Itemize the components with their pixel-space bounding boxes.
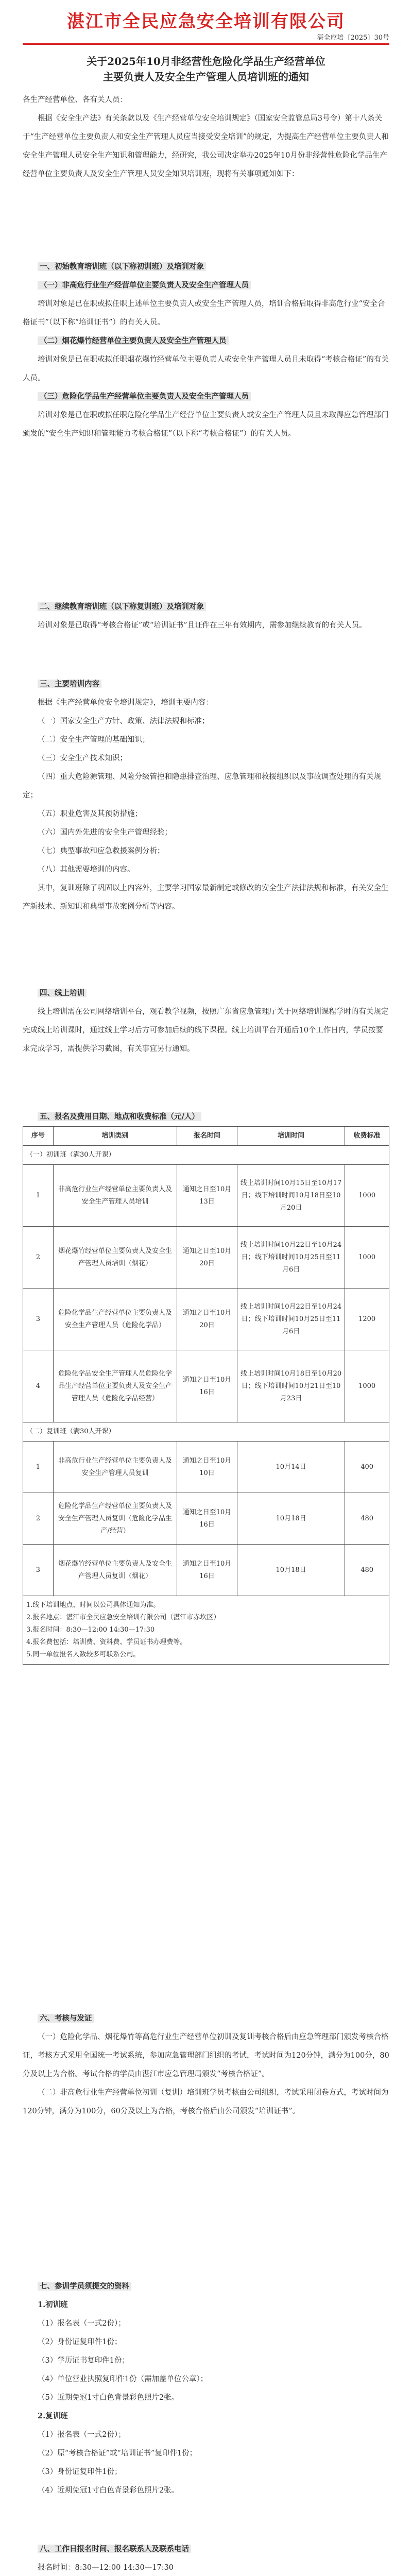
cell-train: 10月14日: [237, 1442, 345, 1493]
section-text: 线上培训需在公司网络培训平台，观看教学视频，按照广东省应急管理厅关于网络培训课程学时的有关规定完成线上培训课时，通过线上学习后方可参加后续的线下课程。线上培训平台开通后10个工作日内，学员按要求完成学习，需提供学习截图，有关事宜另行通知。: [23, 1008, 389, 1053]
header-rule: [23, 43, 389, 45]
contact-line: 报名时间：8:30—12:00 14:30—17:30: [38, 2564, 174, 2572]
cell-reg: 通知之日至10月10日: [177, 1442, 237, 1493]
column-header: 培训类别: [53, 1127, 177, 1146]
section-heading: 四、线上培训: [23, 984, 389, 1003]
cell-reg: 通知之日至10月16日: [177, 1350, 237, 1422]
cell-type: 危险化学品安全生产管理人员危险化学品生产经营单位主要负责人及安全生产管理人员（危险化学品经营）: [53, 1350, 177, 1422]
cell-no: 1: [23, 1442, 54, 1493]
schedule-table: [23, 1126, 389, 1665]
cell-no: 3: [23, 1289, 54, 1350]
table-row: [23, 1545, 389, 1596]
cell-train: 10月18日: [237, 1545, 345, 1596]
cell-no: 3: [23, 1545, 54, 1596]
column-header: 报名时间: [177, 1127, 237, 1146]
list-item: （一）国家安全生产方针、政策、法律法规和标准；: [38, 717, 210, 725]
subsection-text: 培训对象是已在职或拟任职危险化学品生产经营单位主要负责人或安全生产管理人员且未取得应急管理部门颁发的“安全生产知识和管理能力考核合格证”（以下称“考核合格证”）的有关人员。: [23, 411, 389, 438]
note-line: 5.同一单位报名人数较多可联系公司。: [26, 1651, 140, 1658]
table-row: [23, 1227, 389, 1289]
cell-no: 1: [23, 1165, 54, 1227]
section-heading: 三、主要培训内容: [23, 675, 389, 693]
list-item: （4）近期免冠1寸白色背景彩色照片2张。: [38, 2486, 179, 2495]
list-item: （三）安全生产技术知识；: [38, 754, 127, 762]
table-row: [23, 1442, 389, 1493]
title-line: 主要负责人及安全生产管理人员培训班的通知: [103, 71, 309, 83]
table-row: [23, 1493, 389, 1545]
section-refresher-training: [23, 598, 389, 635]
cell-fee: 1000: [345, 1165, 389, 1227]
subsection-heading: （一）非高危行业生产经营单位主要负责人及安全生产管理人员: [23, 276, 389, 295]
cell-reg: 通知之日至10月16日: [177, 1493, 237, 1545]
group-label: （一）初训班（满30人开课）: [23, 1146, 389, 1165]
section-fees-schedule: [23, 1108, 389, 1665]
section-exam-certification: [23, 2009, 389, 2121]
cell-train: 线上培训时间10月22日至10月24日；线下培训时间10月25日至11月6日: [237, 1289, 345, 1350]
subsection-text: 培训对象是已在职或拟任职上述单位主要负责人或安全生产管理人员，培训合格后取得非高危行业“安全合格证书”（以下称“培训证书”）的有关人员。: [23, 300, 385, 327]
company-letterhead: 湛江市全民应急安全培训有限公司: [67, 11, 345, 32]
subsection-heading: （三）危险化学品生产经营单位主要负责人及安全生产管理人员: [23, 387, 389, 406]
subsection-heading: 1.初训班: [38, 2300, 68, 2309]
section-heading: 六、考核与发证: [23, 2009, 389, 2028]
cell-no: 2: [23, 1227, 54, 1289]
intro-section: [23, 91, 389, 183]
cell-train: 线上培训时间10月18日至10月20日；线下培训时间10月21日至10月23日: [237, 1350, 345, 1422]
cell-fee: 480: [345, 1493, 389, 1545]
section-text: 培训对象是已取得“考核合格证”或“培训证书”且证件在三年有效期内，需参加继续教育的有关人员。: [38, 621, 367, 630]
section-heading: 八、工作日报名时间、报名联系人及联系电话: [23, 2540, 389, 2558]
table-group-row: [23, 1146, 389, 1165]
column-header: 收费标准: [345, 1127, 389, 1146]
section-required-materials: [23, 2277, 389, 2500]
table-notes: [23, 1596, 389, 1665]
list-item: （四）重大危险源管理、风险分级管控和隐患排查治理、应急管理和救援组织以及事故调查处理的有关规定；: [23, 773, 381, 800]
cell-train: 线上培训时间10月22日至10月24日；线下培训时间10月25日至11月6日: [237, 1227, 345, 1289]
list-item: （1）报名表（一式2份）；: [38, 2319, 126, 2328]
section-initial-training: [23, 258, 389, 443]
table-row: [23, 1165, 389, 1227]
group-label: （二）复训班（满30人开课）: [23, 1422, 389, 1442]
cell-reg: 通知之日至10月20日: [177, 1289, 237, 1350]
cell-type: 非高危行业生产经营单位主要负责人及安全生产管理人员复训: [53, 1442, 177, 1493]
cell-train: 10月18日: [237, 1493, 345, 1545]
section-text: （二）非高危行业生产经营单位初训（复训）培训班学员考核由公司组织，考试采用闭卷方式，考试时间为120分钟，满分为100分，60分及以上为合格，考核合格后由公司颁发“培训证书”。: [23, 2089, 389, 2115]
section-heading: 五、报名及费用日期、地点和收费标准（元/人）: [23, 1108, 389, 1126]
note-line: 4.报名费包括：培训费、资料费、学员证书办理费等。: [26, 1638, 187, 1646]
cell-reg: 通知之日至10月13日: [177, 1165, 237, 1227]
section-heading: 七、参训学员须提交的资料: [23, 2277, 389, 2296]
subsection-heading: 2.复训班: [38, 2412, 68, 2420]
section-contact: [23, 2540, 389, 2576]
list-item: （2）原“考核合格证”或“培训证书”复印件1份；: [38, 2449, 197, 2458]
section-heading: 二、继续教育培训班（以下称复训班）及培训对象: [23, 598, 389, 616]
list-item: （八）其他需要培训的内容。: [38, 866, 135, 874]
cell-train: 线上培训时间10月15日至10月17日；线下培训时间10月18日至10月20日: [237, 1165, 345, 1227]
section-note: 其中，复训班除了巩固以上内容外，主要学习国家最新制定或修改的安全生产法律法规和标准，有关安全生产新技术、新知识和典型事故案例分析等内容。: [23, 884, 389, 911]
cell-fee: 1000: [345, 1227, 389, 1289]
note-line: 3.报名时间：8:30—12:00 14:30—17:30: [26, 1626, 155, 1634]
list-item: （4）单位营业执照复印件1份（需加盖单位公章）；: [38, 2375, 208, 2383]
list-item: （3）身份证复印件1份；: [38, 2468, 122, 2476]
section-text: （一）危险化学品、烟花爆竹等高危行业生产经营单位初训及复训考核合格后由应急管理部门颁发考核合格证，考核方式采用全国统一考试系统，参加应急管理部门组织的考试，考试时间为120分钟，满分为100分，80分及以上为合格。考试合格的学员由湛江市应急管理局颁发“考核合格证”。: [23, 2033, 389, 2078]
note-line: 2.报名地点：湛江市全民应急安全培训有限公司（湛江市赤坎区）: [26, 1614, 220, 1621]
table-group-row: [23, 1422, 389, 1442]
salutation: 各生产经营单位、各有关人员：: [23, 96, 127, 104]
document-number: 湛全应培〔2025〕30号: [317, 34, 389, 42]
subsection-text: 培训对象是已在职或拟任职烟花爆竹经营单位主要负责人或安全生产管理人员且未取得“考核合格证”的有关人员。: [23, 355, 389, 382]
title-line: 关于2025年10月非经营性危险化学品生产经营单位: [87, 55, 325, 67]
cell-fee: 400: [345, 1442, 389, 1493]
cell-type: 非高危行业生产经营单位主要负责人及安全生产管理人员培训: [53, 1165, 177, 1227]
cell-fee: 1000: [345, 1350, 389, 1422]
column-header: 序号: [23, 1127, 54, 1146]
cell-reg: 通知之日至10月16日: [177, 1545, 237, 1596]
list-item: （1）报名表（一式2份）；: [38, 2431, 126, 2439]
list-item: （3）学历证书复印件1份；: [38, 2357, 129, 2365]
cell-no: 4: [23, 1350, 54, 1422]
notice-title: [23, 54, 389, 84]
note-line: 1.线下培训地点、时间以公司具体通知为准。: [26, 1601, 160, 1609]
section-text: 根据《生产经营单位安全培训规定》，培训主要内容：: [38, 699, 213, 707]
column-header: 培训时间: [237, 1127, 345, 1146]
section-online-training: [23, 984, 389, 1058]
table-row: [23, 1289, 389, 1350]
list-item: （七）典型事故和应急救援案例分析；: [38, 847, 165, 855]
cell-type: 烟花爆竹经营单位主要负责人及安全生产管理人员复训（烟花）: [53, 1545, 177, 1596]
section-training-content: [23, 675, 389, 916]
list-item: （2）身份证复印件1份；: [38, 2338, 122, 2346]
table-row: [23, 1350, 389, 1422]
cell-no: 2: [23, 1493, 54, 1545]
list-item: （5）近期免冠1寸白色背景彩色照片2张。: [38, 2394, 179, 2402]
section-heading: 一、初始教育培训班（以下称初训班）及培训对象: [23, 258, 389, 276]
list-item: （二）安全生产管理的基础知识；: [38, 736, 150, 744]
cell-type: 危险化学品生产经营单位主要负责人及安全生产管理人员（危险化学品）: [53, 1289, 177, 1350]
cell-type: 烟花爆竹经营单位主要负责人及安全生产管理人员培训（烟花）: [53, 1227, 177, 1289]
list-item: （六）国内外先进的安全生产管理经验；: [38, 828, 172, 837]
cell-reg: 通知之日至10月20日: [177, 1227, 237, 1289]
subsection-heading: （二）烟花爆竹经营单位主要负责人及安全生产管理人员: [23, 332, 389, 350]
table-notes-row: [23, 1596, 389, 1665]
cell-fee: 480: [345, 1545, 389, 1596]
list-item: （五）职业危害及其预防措施；: [38, 810, 142, 818]
intro-paragraph: 根据《安全生产法》有关条款以及《生产经营单位安全培训规定》（国家安全监管总局3号令）第十八条关于“生产经营单位主要负责人和安全生产管理人员应当接受安全培训”的规定，为提高生产经营单位主要负责人和安全生产管理人员安全生产知识和管理能力，经研究，我公司决定举办2025年10月份非经营性危险化学品生产经营单位主要负责人及安全生产管理人员安全知识培训班，现将有关事项通知如下：: [23, 114, 389, 178]
cell-fee: 1200: [345, 1289, 389, 1350]
cell-type: 危险化学品生产经营单位主要负责人及安全生产管理人员复训（危险化学品生产/经营）: [53, 1493, 177, 1545]
table-header-row: [23, 1127, 389, 1146]
